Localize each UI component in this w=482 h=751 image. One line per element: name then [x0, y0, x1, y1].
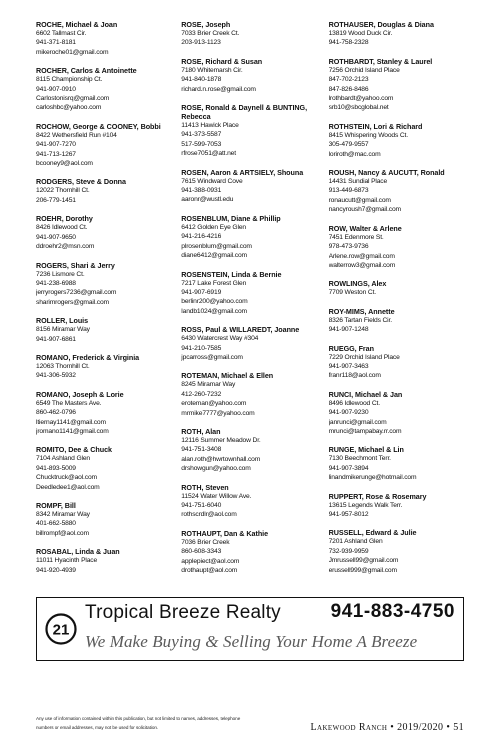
footer-separator: •	[446, 722, 454, 733]
entry-name: ROCHE, Michael & Joan	[36, 20, 118, 29]
entry-email: aaronr@wustl.edu	[181, 196, 234, 204]
directory-entry	[181, 483, 324, 520]
entry-detail: 941-751-3408	[181, 446, 222, 454]
entry-detail: 8156 Miramar Way	[36, 326, 90, 334]
entry-name: ROCHER, Carlos & Antoinette	[36, 66, 137, 76]
entry-email: carloshbc@yahoo.com	[36, 104, 102, 112]
entry-detail: 941-920-4939	[36, 566, 76, 574]
entry-email: lrothbardt@yahoo.com	[328, 95, 394, 103]
entry-detail: 941-907-7270	[36, 141, 76, 149]
entry-name: ROW, Walter & Arlene	[328, 223, 402, 233]
entry-detail: 7236 Lismore Ct.	[36, 270, 85, 278]
entry-email: ronaucutt@gmail.com	[328, 196, 391, 204]
entry-detail: 412-260-7232	[181, 390, 222, 398]
entry-name: ROTEMAN, Michael & Ellen	[181, 371, 274, 381]
entry-name: RUPPERT, Rose & Rosemary	[328, 491, 427, 501]
entry-name: ROSS, Paul & WILLAREDT, Joanne	[181, 325, 300, 335]
entry-detail: 7180 Whitemarsh Cir.	[181, 66, 243, 74]
entry-email: Chucktruck@aol.com	[36, 474, 97, 482]
entry-email: Carlostonisrq@gmail.com	[36, 95, 110, 103]
company-name: Tropical Breeze Realty	[85, 602, 281, 623]
entry-detail: 7201 Ashland Glen	[328, 538, 383, 546]
directory-entry	[36, 390, 177, 437]
entry-detail: 13615 Legends Walk Terr.	[328, 501, 403, 509]
entry-detail: 941-713-1267	[36, 150, 76, 158]
directory-entry	[36, 445, 177, 492]
entry-detail: 941-840-1878	[181, 76, 222, 84]
entry-detail: 732-939-9959	[328, 547, 369, 555]
entry-detail: 305-479-9557	[328, 141, 369, 149]
entry-email: Jmrussell99@gmail.com	[328, 557, 399, 565]
entry-email: ddroehr2@msn.com	[36, 243, 95, 251]
entry-detail: 7615 Windward Cove	[181, 177, 243, 185]
entry-email: richard.n.rose@gmail.com	[181, 85, 256, 93]
entry-detail: 8426 Idlewood Ct.	[36, 224, 88, 232]
entry-email: jpcarross@gmail.com	[181, 353, 243, 361]
directory-entry	[181, 270, 324, 317]
company-tagline: We Make Buying & Selling Your Home A Breeze	[85, 632, 418, 651]
entry-name: ROMANO, Frederick & Virginia	[36, 352, 140, 362]
entry-name: RUNGE, Michael & Lin	[328, 445, 404, 455]
entry-detail: 8422 Wethersfield Run #104	[36, 131, 117, 139]
directory-entry	[329, 528, 462, 575]
entry-email: Deedledee1@aol.com	[36, 483, 100, 491]
directory-entry	[181, 103, 324, 159]
entry-detail: 941-371-8181	[36, 39, 76, 47]
entry-email: plrosenblum@gmail.com	[181, 242, 252, 250]
entry-email: bcooney9@aol.com	[36, 160, 93, 168]
entry-name: ROEHR, Dorothy	[36, 214, 93, 224]
entry-detail: 941-893-5009	[36, 464, 76, 472]
entry-detail: 6430 Watercrest Way #304	[181, 335, 259, 343]
entry-detail: 941-907-1248	[328, 326, 369, 334]
entry-email: jerryrogers7236@gmail.com	[36, 289, 117, 297]
entry-detail: 860-462-0796	[36, 409, 76, 417]
entry-detail: 978-473-9736	[328, 243, 369, 251]
entry-detail: 11011 Hyacinth Place	[36, 557, 98, 565]
realty-advertisement	[36, 597, 464, 661]
entry-email: drshowgun@yahoo.com	[181, 465, 251, 473]
directory-entry	[181, 20, 324, 48]
entry-name: ROTH, Steven	[181, 482, 229, 492]
entry-name: RUSSELL, Edward & Julie	[328, 528, 417, 538]
entry-name: ROSE, Joseph	[181, 20, 231, 29]
footer-separator: •	[390, 722, 398, 733]
entry-email: ltiernay1141@gmail.com	[36, 418, 106, 426]
entry-email: sharimrogers@gmail.com	[36, 298, 109, 306]
entry-detail: 517-599-7053	[181, 140, 222, 148]
entry-detail: 401-662-5880	[36, 520, 76, 528]
entry-email: mrunci@tampabay.rr.com	[328, 427, 402, 435]
entry-name: ROSE, Ronald & Daynell & BUNTING, Rebecca	[181, 103, 308, 122]
entry-email: erussell999@gmail.com	[328, 566, 397, 574]
entry-detail: 941-907-3463	[328, 362, 369, 370]
entry-detail: 941-957-8012	[328, 511, 369, 518]
entry-detail: 8245 Miramar Way	[181, 381, 236, 389]
entry-detail: 7130 Beechmont Terr.	[328, 455, 391, 463]
entry-email: srb10@sbcglobal.net	[328, 104, 389, 112]
entry-email: berlinr200@yahoo.com	[181, 298, 248, 306]
entry-email: walterrow3@gmail.com	[328, 261, 396, 269]
directory-columns	[36, 20, 466, 588]
entry-detail: 8342 Miramar Way	[36, 511, 90, 518]
entry-detail: 941-907-3894	[328, 464, 369, 472]
directory-entry	[36, 122, 177, 169]
entry-detail: 941-210-7585	[181, 344, 222, 352]
entry-name: ROY-MIMS, Annette	[328, 306, 395, 316]
directory-entry	[181, 168, 324, 205]
entry-email: franr118@aol.com	[328, 372, 381, 380]
entry-detail: 941-907-6919	[181, 288, 222, 296]
entry-detail: 6602 Tallmast Cir.	[36, 30, 87, 37]
directory-entry	[181, 214, 324, 261]
entry-detail: 11524 Water Willow Ave.	[181, 492, 252, 500]
entry-detail: 941-907-9650	[36, 233, 76, 241]
directory-entry	[36, 501, 177, 538]
entry-detail: 7229 Orchid Island Place	[328, 353, 400, 361]
entry-name: ROTHSTEIN, Lori & Richard	[328, 121, 423, 131]
directory-entry	[329, 492, 462, 520]
entry-email: applepiect@aol.com	[181, 557, 240, 565]
entry-email: jromano1141@gmail.com	[36, 427, 109, 435]
entry-name: ROMPF, Bill	[36, 501, 76, 510]
entry-name: ROLLER, Louis	[36, 316, 89, 326]
entry-email: alan.roth@hwrtownhall.com	[181, 455, 261, 463]
entry-detail: 941-751-6040	[181, 502, 222, 509]
page-number: 51	[453, 722, 464, 733]
directory-entry	[36, 214, 177, 251]
entry-email: Arlene.row@gmail.com	[328, 252, 395, 260]
entry-detail: 7217 Lake Forest Glen	[181, 279, 247, 287]
entry-name: ROMITO, Dee & Chuck	[36, 445, 112, 455]
directory-entry	[329, 224, 462, 271]
directory-entry	[329, 445, 462, 482]
entry-email: mrmike7777@yahoo.com	[181, 409, 255, 417]
entry-email: linandmikerunge@hotmail.com	[328, 474, 417, 482]
entry-detail: 12022 Thornhill Ct.	[36, 187, 90, 195]
entry-name: ROCHOW, George & COONEY, Bobbi	[36, 121, 161, 131]
entry-name: ROTHAUSER, Douglas & Diana	[328, 20, 434, 29]
entry-detail: 941-758-2328	[328, 39, 369, 47]
entry-detail: 7256 Orchid Island Place	[328, 66, 400, 74]
entry-name: ROSEN, Aaron & ARTSIELY, Shouna	[181, 167, 304, 177]
entry-detail: 8496 Idlewood Ct.	[328, 399, 380, 407]
entry-detail: 941-907-6861	[36, 335, 76, 343]
entry-email: billrompf@aol.com	[36, 529, 89, 537]
entry-name: ROTHBARDT, Stanley & Laurel	[328, 56, 433, 66]
directory-entry	[181, 427, 324, 474]
entry-detail: 941-907-0910	[36, 85, 76, 93]
directory-entry	[329, 390, 462, 437]
entry-detail: 941-907-9230	[328, 409, 369, 417]
entry-detail: 913-449-6873	[328, 187, 369, 195]
directory-entry	[181, 57, 324, 94]
directory-entry	[36, 316, 177, 344]
entry-name: RUEGG, Fran	[328, 343, 374, 353]
entry-detail: 8115 Championship Ct.	[36, 76, 103, 84]
directory-entry	[36, 353, 177, 381]
entry-name: ROWLINGS, Alex	[328, 279, 387, 289]
entry-email: landb1024@gmail.com	[181, 307, 247, 315]
publication-name: Lakewood Ranch	[310, 722, 388, 733]
directory-column	[181, 20, 328, 588]
entry-detail: 6549 The Masters Ave.	[36, 399, 102, 407]
entry-detail: 941-306-5932	[36, 372, 76, 380]
entry-name: ROTH, Alan	[181, 426, 221, 436]
entry-email: mikeroche01@gmail.com	[36, 48, 109, 56]
entry-detail: 860-608-3343	[181, 548, 222, 556]
directory-entry	[181, 371, 324, 418]
directory-entry	[36, 261, 177, 308]
entry-email: loriroth@mac.com	[328, 150, 381, 158]
entry-detail: 12116 Summer Meadow Dr.	[181, 436, 261, 444]
directory-entry	[329, 122, 462, 159]
directory-entry	[329, 168, 462, 215]
entry-name: ROUSH, Nancy & AUCUTT, Ronald	[328, 168, 445, 178]
entry-name: ROGERS, Shari & Jerry	[36, 260, 115, 270]
entry-detail: 7451 Edenmore St.	[328, 233, 384, 241]
entry-detail: 13819 Wood Duck Cir.	[328, 30, 393, 37]
entry-email: eroteman@yahoo.com	[181, 400, 247, 408]
entry-detail: 11413 Hawick Place	[181, 122, 239, 130]
directory-entry	[36, 66, 177, 113]
entry-detail: 7104 Ashland Glen	[36, 455, 90, 463]
entry-detail: 941-373-5587	[181, 131, 222, 139]
entry-detail: 14431 Sundial Place	[328, 178, 388, 186]
directory-entry	[329, 307, 462, 335]
directory-entry	[36, 177, 177, 205]
entry-email: rothscrdlr@aol.com	[181, 511, 237, 519]
entry-detail: 7709 Weston Ct.	[328, 289, 377, 297]
entry-detail: 847-702-2123	[328, 76, 369, 84]
directory-entry	[329, 20, 462, 48]
entry-detail: 941-216-4216	[181, 233, 222, 241]
entry-detail: 6412 Golden Eye Glen	[181, 223, 246, 231]
entry-name: RODGERS, Steve & Donna	[36, 177, 126, 187]
entry-detail: 7036 Brier Creek	[181, 538, 230, 546]
directory-entry	[36, 20, 177, 57]
logo-text: 21	[52, 621, 70, 639]
entry-email: diane6412@gmail.com	[181, 252, 247, 260]
directory-column	[329, 20, 466, 588]
entry-name: ROSENBLUM, Diane & Phillip	[181, 213, 281, 223]
entry-name: RUNCI, Michael & Jan	[328, 389, 403, 399]
entry-name: ROTHAUPT, Dan & Kathie	[181, 528, 269, 538]
directory-entry	[181, 325, 324, 362]
entry-email: drothaupt@aol.com	[181, 567, 238, 575]
directory-entry	[329, 279, 462, 297]
entry-detail: 8326 Tartan Fields Cir.	[328, 316, 392, 324]
entry-detail: 203-913-1123	[181, 39, 221, 47]
entry-detail: 206-779-1451	[36, 196, 76, 204]
entry-detail: 8415 Whispering Woods Ct.	[328, 131, 408, 139]
directory-entry	[181, 529, 324, 576]
entry-email: nancyroush7@gmail.com	[328, 206, 401, 214]
entry-name: ROSABAL, Linda & Juan	[36, 547, 120, 557]
entry-name: ROSE, Richard & Susan	[181, 56, 263, 66]
entry-email: rfrose7051@att.net	[181, 150, 236, 158]
page-footer	[310, 722, 464, 733]
publication-year: 2019/2020	[397, 722, 444, 733]
century-21-logo-icon	[45, 613, 77, 645]
entry-email: janrunci@gmail.com	[328, 418, 387, 426]
entry-detail: 847-826-8486	[328, 85, 369, 93]
entry-name: ROMANO, Joseph & Lorie	[36, 389, 124, 399]
entry-detail: 7033 Brier Creek Ct.	[181, 30, 240, 37]
company-phone: 941-883-4750	[330, 601, 455, 622]
entry-detail: 941-238-6988	[36, 279, 76, 287]
entry-detail: 12063 Thornhill Ct.	[36, 362, 90, 370]
directory-column	[36, 20, 181, 588]
directory-entry	[329, 57, 462, 113]
entry-name: ROSENSTEIN, Linda & Bernie	[181, 269, 282, 279]
entry-detail: 941-388-0931	[181, 187, 222, 195]
disclaimer: Any use of information contained within this publication, but not limited to names, addresses, telephone numbers or email addresses, may not be used for solicitation.	[36, 716, 241, 730]
directory-entry	[329, 344, 462, 381]
directory-entry	[36, 547, 177, 575]
